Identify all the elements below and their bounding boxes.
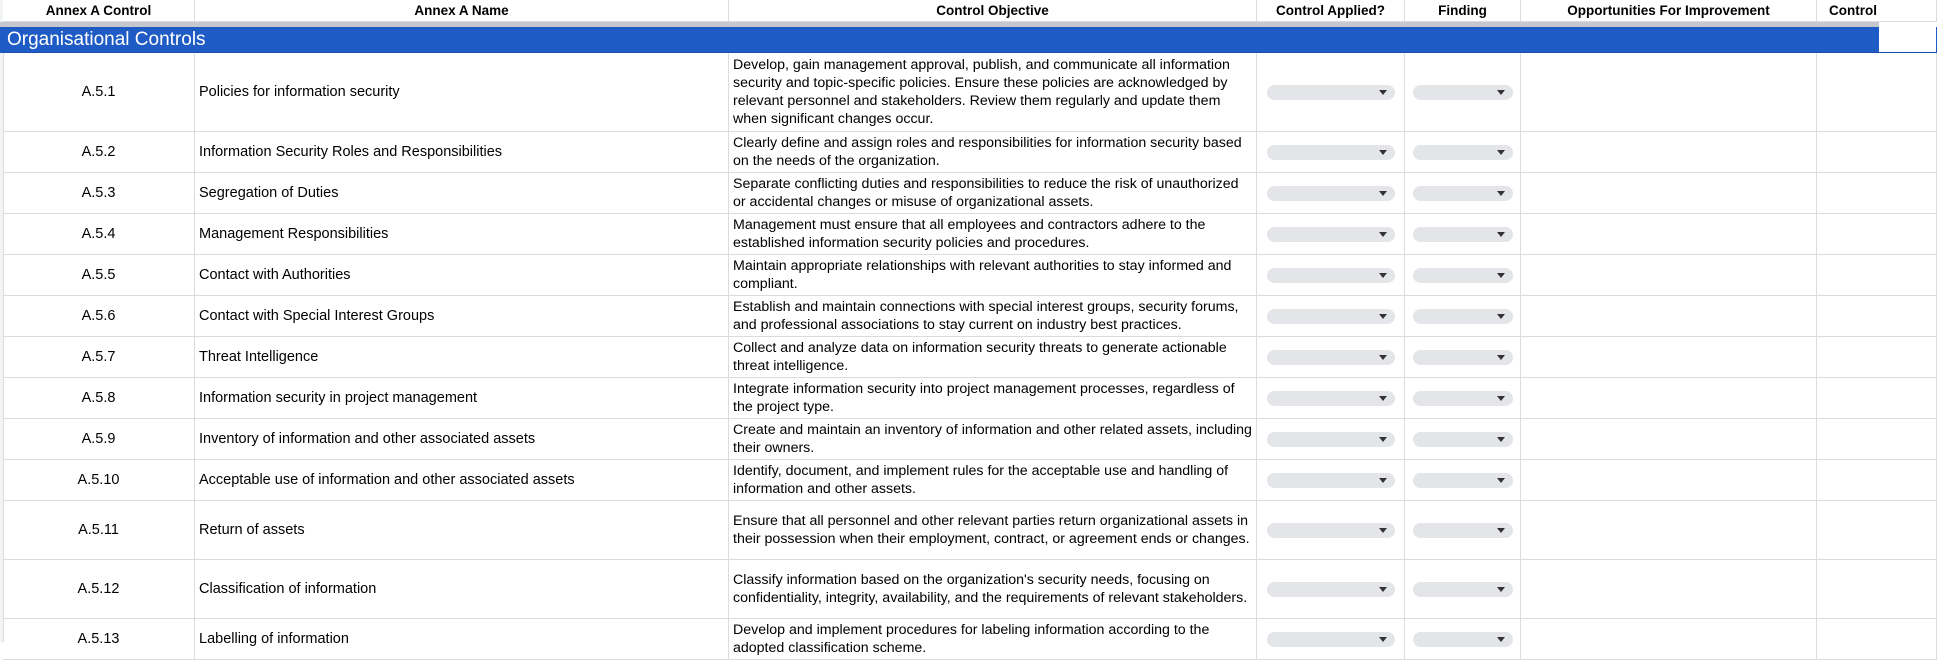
control-extra-cell[interactable] — [1817, 501, 1937, 560]
finding-dropdown[interactable] — [1413, 632, 1513, 647]
control-applied-cell — [1257, 337, 1405, 378]
header-finding[interactable]: Finding — [1405, 0, 1521, 22]
header-control-extra[interactable]: Control — [1817, 0, 1937, 22]
section-cell — [729, 27, 1257, 53]
section-cell — [1257, 27, 1405, 53]
opportunities-cell[interactable] — [1521, 460, 1817, 501]
opportunities-cell[interactable] — [1521, 419, 1817, 460]
control-applied-dropdown[interactable] — [1267, 582, 1395, 597]
control-applied-dropdown[interactable] — [1267, 473, 1395, 488]
chevron-down-icon[interactable] — [1379, 90, 1387, 95]
control-objective-cell[interactable]: Classify information based on the organization's security needs, focusing on confidentiality, integrity, availability, and the requirements of relevant stakeholders. — [729, 560, 1257, 619]
finding-cell — [1405, 460, 1521, 501]
control-objective-cell[interactable]: Ensure that all personnel and other relevant parties return organizational assets in their possession when their employment, contract, or agreement ends or changes. — [729, 501, 1257, 560]
control-objective-cell[interactable]: Maintain appropriate relationships with relevant authorities to stay informed and compliant. — [729, 255, 1257, 296]
finding-cell — [1405, 560, 1521, 619]
finding-dropdown[interactable] — [1413, 391, 1513, 406]
finding-cell — [1405, 378, 1521, 419]
chevron-down-icon[interactable] — [1497, 437, 1505, 442]
control-extra-cell[interactable] — [1817, 378, 1937, 419]
control-name-cell[interactable]: Inventory of information and other associated assets — [195, 419, 729, 460]
chevron-down-icon[interactable] — [1497, 314, 1505, 319]
finding-dropdown[interactable] — [1413, 523, 1513, 538]
opportunities-cell[interactable] — [1521, 132, 1817, 173]
control-applied-cell — [1257, 53, 1405, 132]
control-applied-cell — [1257, 378, 1405, 419]
control-applied-dropdown[interactable] — [1267, 632, 1395, 647]
finding-dropdown[interactable] — [1413, 350, 1513, 365]
control-objective-cell[interactable]: Collect and analyze data on information security threats to generate actionable threat intelligence. — [729, 337, 1257, 378]
control-extra-cell[interactable] — [1817, 53, 1937, 132]
chevron-down-icon[interactable] — [1497, 150, 1505, 155]
table-row[interactable] — [0, 337, 1879, 378]
control-applied-cell — [1257, 214, 1405, 255]
finding-cell — [1405, 173, 1521, 214]
opportunities-cell[interactable] — [1521, 501, 1817, 560]
finding-cell — [1405, 501, 1521, 560]
finding-dropdown[interactable] — [1413, 145, 1513, 160]
control-applied-dropdown[interactable] — [1267, 523, 1395, 538]
opportunities-cell[interactable] — [1521, 255, 1817, 296]
section-cell — [1405, 27, 1521, 53]
control-code-cell[interactable]: A.5.8 — [3, 378, 195, 419]
chevron-down-icon[interactable] — [1497, 478, 1505, 483]
control-applied-dropdown[interactable] — [1267, 85, 1395, 100]
control-name-cell[interactable]: Acceptable use of information and other associated assets — [195, 460, 729, 501]
table-row[interactable] — [0, 378, 1879, 419]
table-row[interactable] — [0, 173, 1879, 214]
control-applied-cell — [1257, 560, 1405, 619]
control-applied-dropdown[interactable] — [1267, 432, 1395, 447]
header-annex-name[interactable]: Annex A Name — [195, 0, 729, 22]
finding-cell — [1405, 53, 1521, 132]
control-extra-cell[interactable] — [1817, 255, 1937, 296]
control-applied-cell — [1257, 132, 1405, 173]
table-row[interactable] — [0, 53, 1879, 132]
control-objective-cell[interactable]: Management must ensure that all employees and contractors adhere to the established information security policies and procedures. — [729, 214, 1257, 255]
control-applied-cell — [1257, 296, 1405, 337]
control-name-cell[interactable]: Classification of information — [195, 560, 729, 619]
control-objective-cell[interactable]: Identify, document, and implement rules for the acceptable use and handling of information and other assets. — [729, 460, 1257, 501]
control-objective-cell[interactable]: Establish and maintain connections with special interest groups, security forums, and professional associations to stay current on industry best practices. — [729, 296, 1257, 337]
control-applied-dropdown[interactable] — [1267, 391, 1395, 406]
control-name-cell[interactable]: Contact with Authorities — [195, 255, 729, 296]
control-name-cell[interactable]: Return of assets — [195, 501, 729, 560]
chevron-down-icon[interactable] — [1497, 90, 1505, 95]
chevron-down-icon[interactable] — [1379, 396, 1387, 401]
chevron-down-icon[interactable] — [1497, 273, 1505, 278]
chevron-down-icon[interactable] — [1379, 314, 1387, 319]
table-row[interactable] — [0, 255, 1879, 296]
header-control-applied[interactable]: Control Applied? — [1257, 0, 1405, 22]
control-applied-dropdown[interactable] — [1267, 268, 1395, 283]
control-extra-cell[interactable] — [1817, 460, 1937, 501]
finding-dropdown[interactable] — [1413, 473, 1513, 488]
control-applied-cell — [1257, 419, 1405, 460]
control-extra-cell[interactable] — [1817, 296, 1937, 337]
finding-dropdown[interactable] — [1413, 582, 1513, 597]
control-objective-cell[interactable]: Develop and implement procedures for labeling information according to the adopted classification scheme. — [729, 619, 1257, 660]
chevron-down-icon[interactable] — [1497, 396, 1505, 401]
control-code-cell[interactable]: A.5.13 — [3, 619, 195, 660]
chevron-down-icon[interactable] — [1497, 528, 1505, 533]
control-code-cell[interactable]: A.5.4 — [3, 214, 195, 255]
control-extra-cell[interactable] — [1817, 560, 1937, 619]
finding-cell — [1405, 132, 1521, 173]
control-code-cell[interactable]: A.5.1 — [3, 53, 195, 132]
table-row[interactable] — [0, 560, 1879, 619]
control-objective-cell[interactable]: Integrate information security into project management processes, regardless of the project type. — [729, 378, 1257, 419]
chevron-down-icon[interactable] — [1497, 355, 1505, 360]
finding-cell — [1405, 337, 1521, 378]
finding-cell — [1405, 619, 1521, 660]
control-code-cell[interactable]: A.5.9 — [3, 419, 195, 460]
chevron-down-icon[interactable] — [1497, 637, 1505, 642]
table-row[interactable] — [0, 419, 1879, 460]
control-extra-cell[interactable] — [1817, 132, 1937, 173]
header-control-objective[interactable]: Control Objective — [729, 0, 1257, 22]
chevron-down-icon[interactable] — [1379, 587, 1387, 592]
chevron-down-icon[interactable] — [1379, 437, 1387, 442]
control-code-cell[interactable]: A.5.2 — [3, 132, 195, 173]
table-row[interactable] — [0, 619, 1879, 660]
chevron-down-icon[interactable] — [1379, 273, 1387, 278]
chevron-down-icon[interactable] — [1379, 232, 1387, 237]
table-row[interactable] — [0, 460, 1879, 501]
control-extra-cell[interactable] — [1817, 337, 1937, 378]
chevron-down-icon[interactable] — [1497, 587, 1505, 592]
control-name-cell[interactable]: Labelling of information — [195, 619, 729, 660]
opportunities-cell[interactable] — [1521, 337, 1817, 378]
table-row[interactable] — [0, 214, 1879, 255]
control-applied-dropdown[interactable] — [1267, 145, 1395, 160]
control-objective-cell[interactable]: Develop, gain management approval, publish, and communicate all information security and topic-specific policies. Ensure these policies are acknowledged by relevant personnel and stakeholders. Review them regularly and update them when significant changes occur. — [729, 53, 1257, 132]
control-name-cell[interactable]: Threat Intelligence — [195, 337, 729, 378]
finding-dropdown[interactable] — [1413, 268, 1513, 283]
section-cell — [195, 27, 729, 53]
control-applied-cell — [1257, 255, 1405, 296]
opportunities-cell[interactable] — [1521, 560, 1817, 619]
finding-dropdown[interactable] — [1413, 227, 1513, 242]
chevron-down-icon[interactable] — [1379, 150, 1387, 155]
chevron-down-icon[interactable] — [1379, 191, 1387, 196]
control-applied-dropdown[interactable] — [1267, 227, 1395, 242]
control-code-cell[interactable]: A.5.3 — [3, 173, 195, 214]
opportunities-cell[interactable] — [1521, 296, 1817, 337]
opportunities-cell[interactable] — [1521, 53, 1817, 132]
opportunities-cell[interactable] — [1521, 619, 1817, 660]
chevron-down-icon[interactable] — [1497, 191, 1505, 196]
finding-dropdown[interactable] — [1413, 186, 1513, 201]
control-code-cell[interactable]: A.5.11 — [3, 501, 195, 560]
control-name-cell[interactable]: Information Security Roles and Responsibilities — [195, 132, 729, 173]
section-title: Organisational Controls — [7, 29, 206, 50]
control-objective-cell[interactable]: Separate conflicting duties and responsibilities to reduce the risk of unauthorized or accidental changes or misuse of organizational assets. — [729, 173, 1257, 214]
chevron-down-icon[interactable] — [1379, 478, 1387, 483]
control-name-cell[interactable]: Information security in project management — [195, 378, 729, 419]
finding-dropdown[interactable] — [1413, 309, 1513, 324]
table-row[interactable] — [0, 132, 1879, 173]
opportunities-cell[interactable] — [1521, 378, 1817, 419]
control-applied-dropdown[interactable] — [1267, 350, 1395, 365]
control-objective-cell[interactable]: Create and maintain an inventory of information and other related assets, including their owners. — [729, 419, 1257, 460]
finding-cell — [1405, 296, 1521, 337]
finding-cell — [1405, 214, 1521, 255]
table-row[interactable] — [0, 501, 1879, 560]
control-applied-cell — [1257, 460, 1405, 501]
header-annex-control[interactable]: Annex A Control — [3, 0, 195, 22]
control-name-cell[interactable]: Segregation of Duties — [195, 173, 729, 214]
chevron-down-icon[interactable] — [1379, 637, 1387, 642]
control-name-cell[interactable]: Policies for information security — [195, 53, 729, 132]
control-code-cell[interactable]: A.5.7 — [3, 337, 195, 378]
section-cell — [1521, 27, 1817, 53]
control-applied-cell — [1257, 501, 1405, 560]
opportunities-cell[interactable] — [1521, 214, 1817, 255]
control-code-cell[interactable]: A.5.12 — [3, 560, 195, 619]
control-name-cell[interactable]: Contact with Special Interest Groups — [195, 296, 729, 337]
finding-cell — [1405, 255, 1521, 296]
control-applied-cell — [1257, 173, 1405, 214]
finding-dropdown[interactable] — [1413, 85, 1513, 100]
control-code-cell[interactable]: A.5.5 — [3, 255, 195, 296]
chevron-down-icon[interactable] — [1379, 528, 1387, 533]
control-code-cell[interactable]: A.5.6 — [3, 296, 195, 337]
table-row[interactable] — [0, 296, 1879, 337]
control-applied-dropdown[interactable] — [1267, 186, 1395, 201]
control-code-cell[interactable]: A.5.10 — [3, 460, 195, 501]
finding-cell — [1405, 419, 1521, 460]
chevron-down-icon[interactable] — [1497, 232, 1505, 237]
section-row[interactable] — [0, 27, 1879, 53]
header-opportunities[interactable]: Opportunities For Improvement — [1521, 0, 1817, 22]
finding-dropdown[interactable] — [1413, 432, 1513, 447]
chevron-down-icon[interactable] — [1379, 355, 1387, 360]
control-applied-dropdown[interactable] — [1267, 309, 1395, 324]
control-extra-cell[interactable] — [1817, 619, 1937, 660]
control-applied-cell — [1257, 619, 1405, 660]
control-extra-cell[interactable] — [1817, 173, 1937, 214]
opportunities-cell[interactable] — [1521, 173, 1817, 214]
control-name-cell[interactable]: Management Responsibilities — [195, 214, 729, 255]
section-cell — [1817, 27, 1937, 53]
control-objective-cell[interactable]: Clearly define and assign roles and responsibilities for information security based on the needs of the organization. — [729, 132, 1257, 173]
control-extra-cell[interactable] — [1817, 419, 1937, 460]
control-extra-cell[interactable] — [1817, 214, 1937, 255]
header-row — [0, 0, 1879, 22]
